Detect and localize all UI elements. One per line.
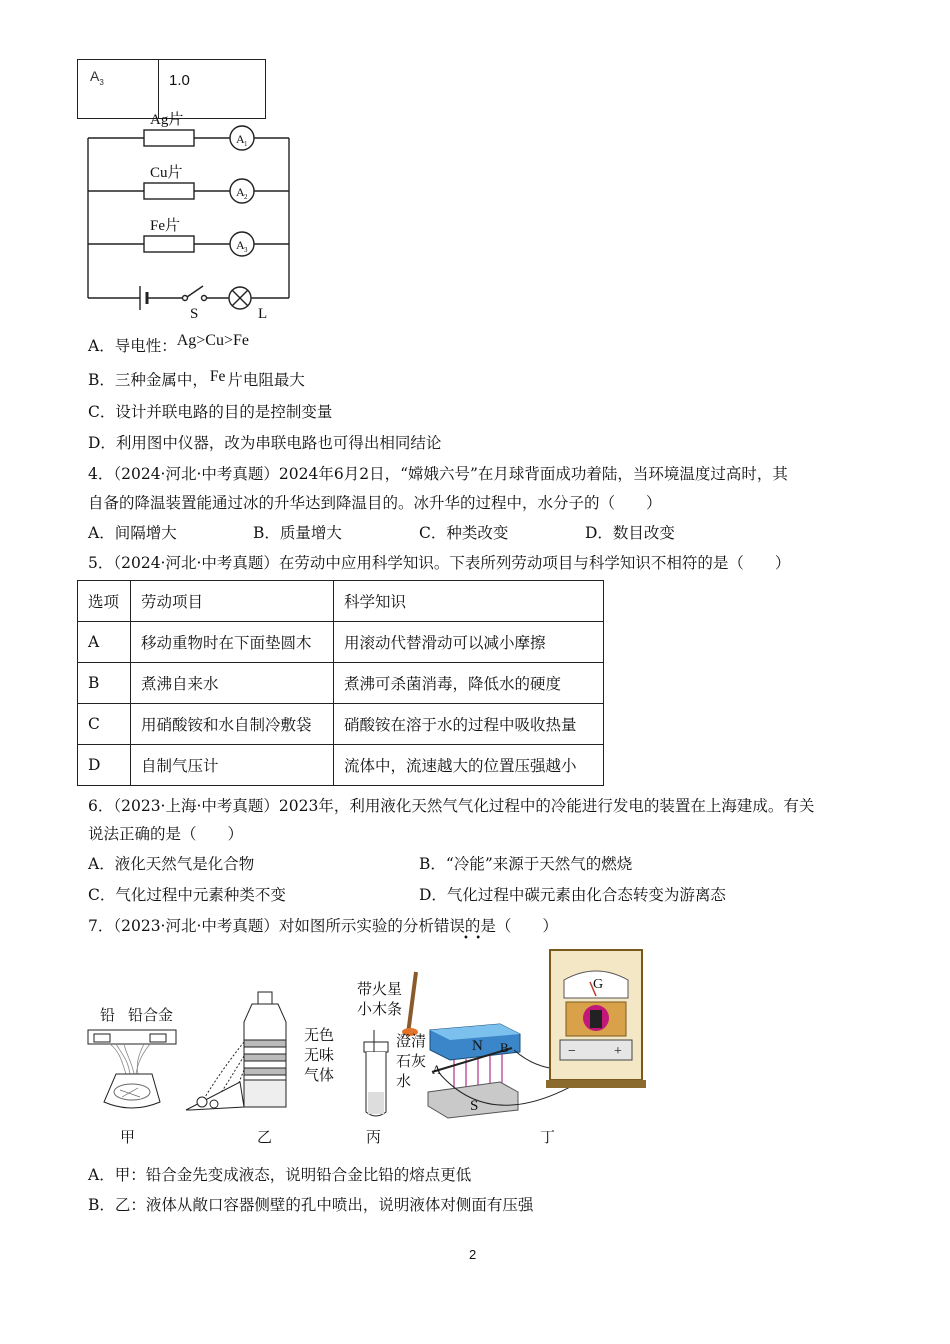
q5-table [77, 580, 604, 786]
svg-text:无味: 无味 [304, 1048, 335, 1064]
table-cell: 用滚动代替滑动可以减小摩擦 [334, 622, 604, 663]
switch-label: S [190, 306, 199, 322]
ag-resistor [144, 130, 194, 146]
q4-option-c: C．种类改变 [419, 524, 509, 542]
svg-text:3: 3 [244, 246, 248, 254]
svg-text:B: B [500, 1040, 509, 1055]
table-cell: B [78, 663, 131, 704]
switch-icon [187, 286, 203, 297]
table-cell: C [78, 704, 131, 745]
table-row [78, 663, 604, 704]
svg-text:A: A [236, 185, 245, 199]
circuit-diagram [80, 103, 300, 323]
table-row [78, 745, 604, 786]
q4-option-a: A．间隔增大 [88, 524, 177, 542]
experiment-yi [186, 992, 286, 1146]
fe-resistor [144, 236, 194, 252]
q6-stem-line2: 说法正确的是（ ） [88, 825, 244, 843]
q4-option-b: B．质量增大 [253, 524, 342, 542]
q6-option-d: D．气化过程中碳元素由化合态转变为游离态 [419, 886, 726, 904]
table-cell: 流体中，流速越大的位置压强越小 [334, 745, 604, 786]
table-cell: A [78, 622, 131, 663]
svg-text:气体: 气体 [304, 1068, 335, 1084]
table-header-cell: 选项 [78, 581, 131, 622]
q3-option-d: D．利用图中仪器，改为串联电路也可得出相同结论 [88, 434, 442, 452]
table-cell: 移动重物时在下面垫圆木 [131, 622, 334, 663]
svg-text:−: − [568, 1044, 576, 1059]
label-jia: 甲 [120, 1130, 136, 1146]
svg-text:+: + [614, 1044, 622, 1059]
svg-text:澄清: 澄清 [396, 1034, 427, 1050]
table-header-cell: 科学知识 [334, 581, 604, 622]
label-ding: 丁 [540, 1130, 556, 1146]
q3-option-c: C．设计并联电路的目的是控制变量 [88, 403, 333, 421]
table-cell: 硝酸铵在溶于水的过程中吸收热量 [334, 704, 604, 745]
page-number: 2 [469, 1247, 477, 1262]
experiment-ding [428, 950, 646, 1146]
svg-text:铅: 铅 [100, 1008, 116, 1024]
q4-option-d: D．数目改变 [585, 524, 675, 542]
experiment-bing [304, 972, 426, 1146]
svg-text:A: A [236, 238, 245, 252]
svg-text:G: G [593, 977, 604, 992]
q4-stem-line2: 自备的降温装置能通过冰的升华达到降温目的。冰升华的过程中，水分子的（ ） [88, 494, 662, 512]
experiment-jia [88, 1007, 176, 1146]
svg-text:S: S [470, 1098, 479, 1114]
ag-label: Ag片 [150, 112, 184, 128]
cu-label: Cu片 [150, 165, 183, 181]
svg-text:1: 1 [244, 140, 248, 148]
top-table-cell-1: $A_3$ [78, 60, 159, 119]
q6-option-a: A．液化天然气是化合物 [88, 855, 255, 873]
q3-option-a: A．导电性：Ag>Cu>Fe [88, 332, 249, 355]
cu-resistor [144, 183, 194, 199]
q4-stem-line1: 4．（2024·河北·中考真题）2024年6月2日，“嫦娥六号”在月球背面成功着陆，当环境温度过高时，其 [88, 465, 788, 483]
label-bing: 丙 [366, 1130, 382, 1146]
q6-stem-line1: 6．（2023·上海·中考真题）2023年，利用液化天然气气化过程中的冷能进行发电的装置在上海建成。有关 [88, 797, 815, 815]
lamp-label: L [258, 306, 268, 322]
svg-text:2: 2 [244, 193, 248, 201]
svg-text:无色: 无色 [304, 1028, 335, 1044]
q7-option-b: B．乙：液体从敞口容器侧壁的孔中喷出，说明液体对侧面有压强 [88, 1196, 534, 1214]
q3-option-b: B．三种金属中， Fe 片电阻最大 [88, 368, 305, 389]
table-row [78, 704, 604, 745]
svg-text:小木条: 小木条 [357, 1002, 403, 1018]
svg-text:A: A [432, 1062, 442, 1077]
table-cell: 自制气压计 [131, 745, 334, 786]
q7-stem: 7．（2023·河北·中考真题）对如图所示实验的分析错误的是（ ） [88, 917, 558, 935]
svg-text:石灰: 石灰 [396, 1054, 427, 1070]
table-cell: 用硝酸铵和水自制冷敷袋 [131, 704, 334, 745]
svg-text:N: N [472, 1038, 483, 1054]
top-table-cell-2: 1.0 [159, 60, 266, 119]
table-cell: D [78, 745, 131, 786]
svg-text:A: A [236, 132, 245, 146]
table-cell: 煮沸可杀菌消毒，降低水的硬度 [334, 663, 604, 704]
emphasis-dots: • • [463, 933, 482, 944]
q6-option-b: B．“冷能”来源于天然气的燃烧 [419, 855, 633, 873]
svg-text:带火星: 带火星 [357, 982, 403, 998]
svg-text:铅合金: 铅合金 [128, 1008, 174, 1024]
q6-option-c: C．气化过程中元素种类不变 [88, 886, 286, 904]
q7-option-a: A．甲：铅合金先变成液态，说明铅合金比铅的熔点更低 [88, 1166, 472, 1184]
q7-experiment-figure [80, 942, 660, 1152]
table-header-row [78, 581, 604, 622]
table-cell: 煮沸自来水 [131, 663, 334, 704]
table-header-cell: 劳动项目 [131, 581, 334, 622]
label-yi: 乙 [257, 1130, 273, 1146]
svg-text:水: 水 [396, 1074, 412, 1090]
fe-label: Fe片 [150, 218, 181, 234]
table-row [78, 622, 604, 663]
q5-stem: 5．（2024·河北·中考真题）在劳动中应用科学知识。下表所列劳动项目与科学知识不相符的是（ ） [88, 554, 791, 572]
